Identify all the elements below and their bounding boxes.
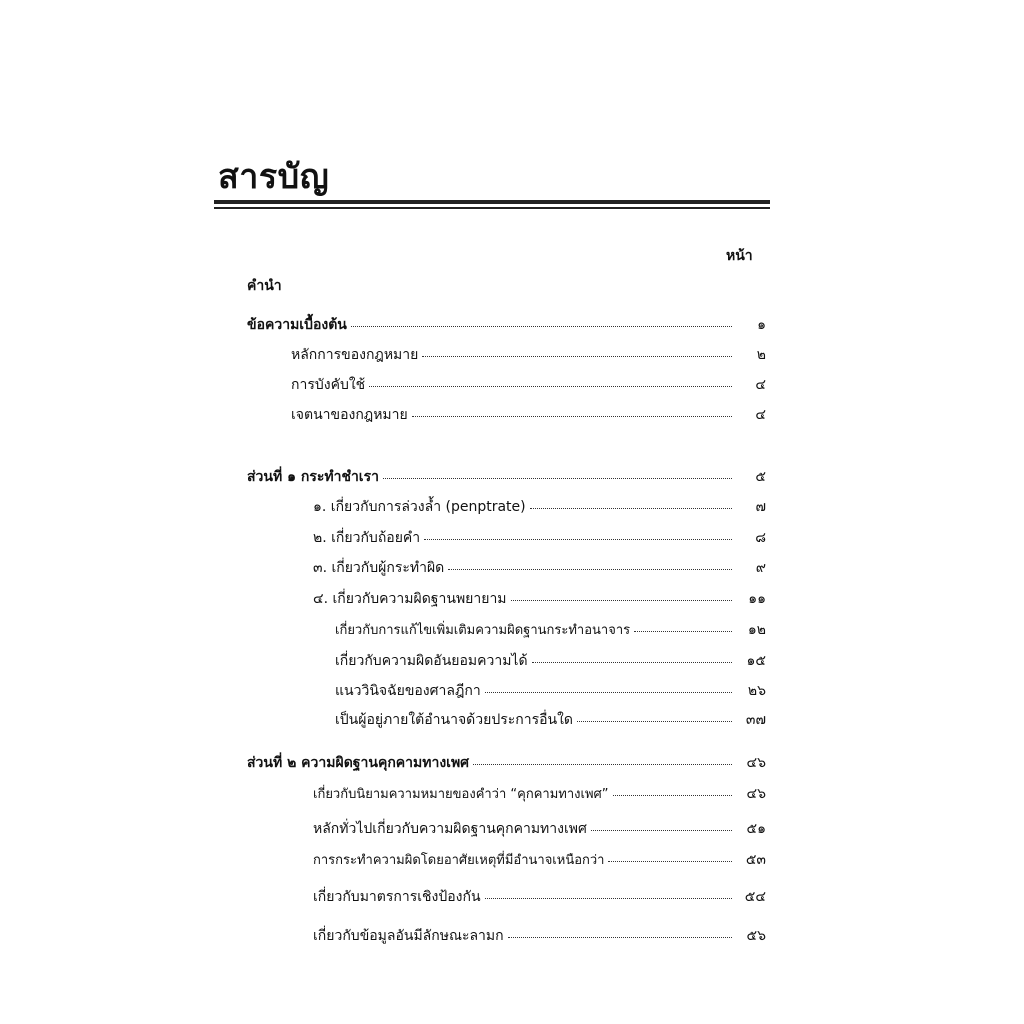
toc-entry: แนววินิจฉัยของศาลฎีกา ๒๖ [0,680,1024,702]
page-number: ๒๖ [747,683,766,699]
dot-leader [424,527,732,540]
dot-leader [608,849,732,862]
page-column-heading: หน้า [726,248,753,264]
page-number: ๓๗ [745,712,766,728]
toc-entry: เกี่ยวกับการแก้ไขเพิ่มเติมความผิดฐานกระทำอนาจาร ๑๒ [0,619,1024,641]
toc-entry: เกี่ยวกับนิยามความหมายของคำว่า “คุกคามทางเพศ” ๔๖ [0,783,1024,805]
page-number: ๕๖ [746,928,766,944]
dot-leader [508,925,732,938]
toc-entry: ๔. เกี่ยวกับความผิดฐานพยายาม ๑๑ [0,588,1024,610]
toc-entry: หลักทั่วไปเกี่ยวกับความผิดฐานคุกคามทางเพศ ๕๑ [0,818,1024,840]
toc-entry: เกี่ยวกับข้อมูลอันมีลักษณะลามก ๕๖ [0,925,1024,947]
title-rule [214,200,770,209]
page-number: ๕๑ [746,821,766,837]
page-number: ๕๓ [745,852,766,868]
page-number: ๑๒ [747,622,766,638]
dot-leader [532,650,732,663]
toc-entry: การบังคับใช้ ๔ [0,374,1024,396]
dot-leader [511,588,732,601]
dot-leader [383,466,732,479]
dot-leader [591,818,732,831]
dot-leader [485,886,732,899]
toc-entry: เป็นผู้อยู่ภายใต้อำนาจด้วยประการอื่นใด ๓๗ [0,709,1024,731]
page-number: ๑๑ [748,591,766,607]
toc-entry: หลักการของกฎหมาย ๒ [0,344,1024,366]
toc-entry-part-1: ส่วนที่ ๑ กระทำชำเรา ๕ [0,466,1024,488]
page-number: ๗ [755,499,766,515]
foreword-entry: คำนำ [247,278,282,294]
page-number: ๑ [757,317,766,333]
page-number: ๕๔ [744,889,766,905]
dot-leader [485,680,732,693]
dot-leader [634,619,732,632]
toc-entry: ๓. เกี่ยวกับผู้กระทำผิด ๙ [0,557,1024,579]
dot-leader [351,314,732,327]
page-title: สารบัญ [218,157,330,197]
page-number: ๔๖ [746,786,766,802]
dot-leader [530,496,732,509]
toc-entry: การกระทำความผิดโดยอาศัยเหตุที่มีอำนาจเหนือกว่า ๕๓ [0,849,1024,871]
dot-leader [473,752,732,765]
dot-leader [369,374,732,387]
dot-leader [412,404,732,417]
toc-entry-part-2: ส่วนที่ ๒ ความผิดฐานคุกคามทางเพศ ๔๖ [0,752,1024,774]
page-number: ๔ [755,377,766,393]
toc-entry-introduction: ข้อความเบื้องต้น ๑ [0,314,1024,336]
dot-leader [448,557,732,570]
toc-entry: เกี่ยวกับความผิดอันยอมความได้ ๑๕ [0,650,1024,672]
dot-leader [577,709,732,722]
page-number: ๙ [755,560,766,576]
dot-leader [613,783,732,796]
toc-entry: ๒. เกี่ยวกับถ้อยคำ ๘ [0,527,1024,549]
page-number: ๔ [755,407,766,423]
page-number: ๔๖ [746,755,766,771]
toc-entry: เกี่ยวกับมาตรการเชิงป้องกัน ๕๔ [0,886,1024,908]
page-number: ๒ [756,347,766,363]
toc-entry: เจตนาของกฎหมาย ๔ [0,404,1024,426]
page-number: ๘ [755,530,766,546]
page-number: ๕ [755,469,766,485]
dot-leader [422,344,732,357]
toc-entry: ๑. เกี่ยวกับการล่วงล้ำ (penptrate) ๗ [0,496,1024,518]
page-number: ๑๕ [746,653,766,669]
